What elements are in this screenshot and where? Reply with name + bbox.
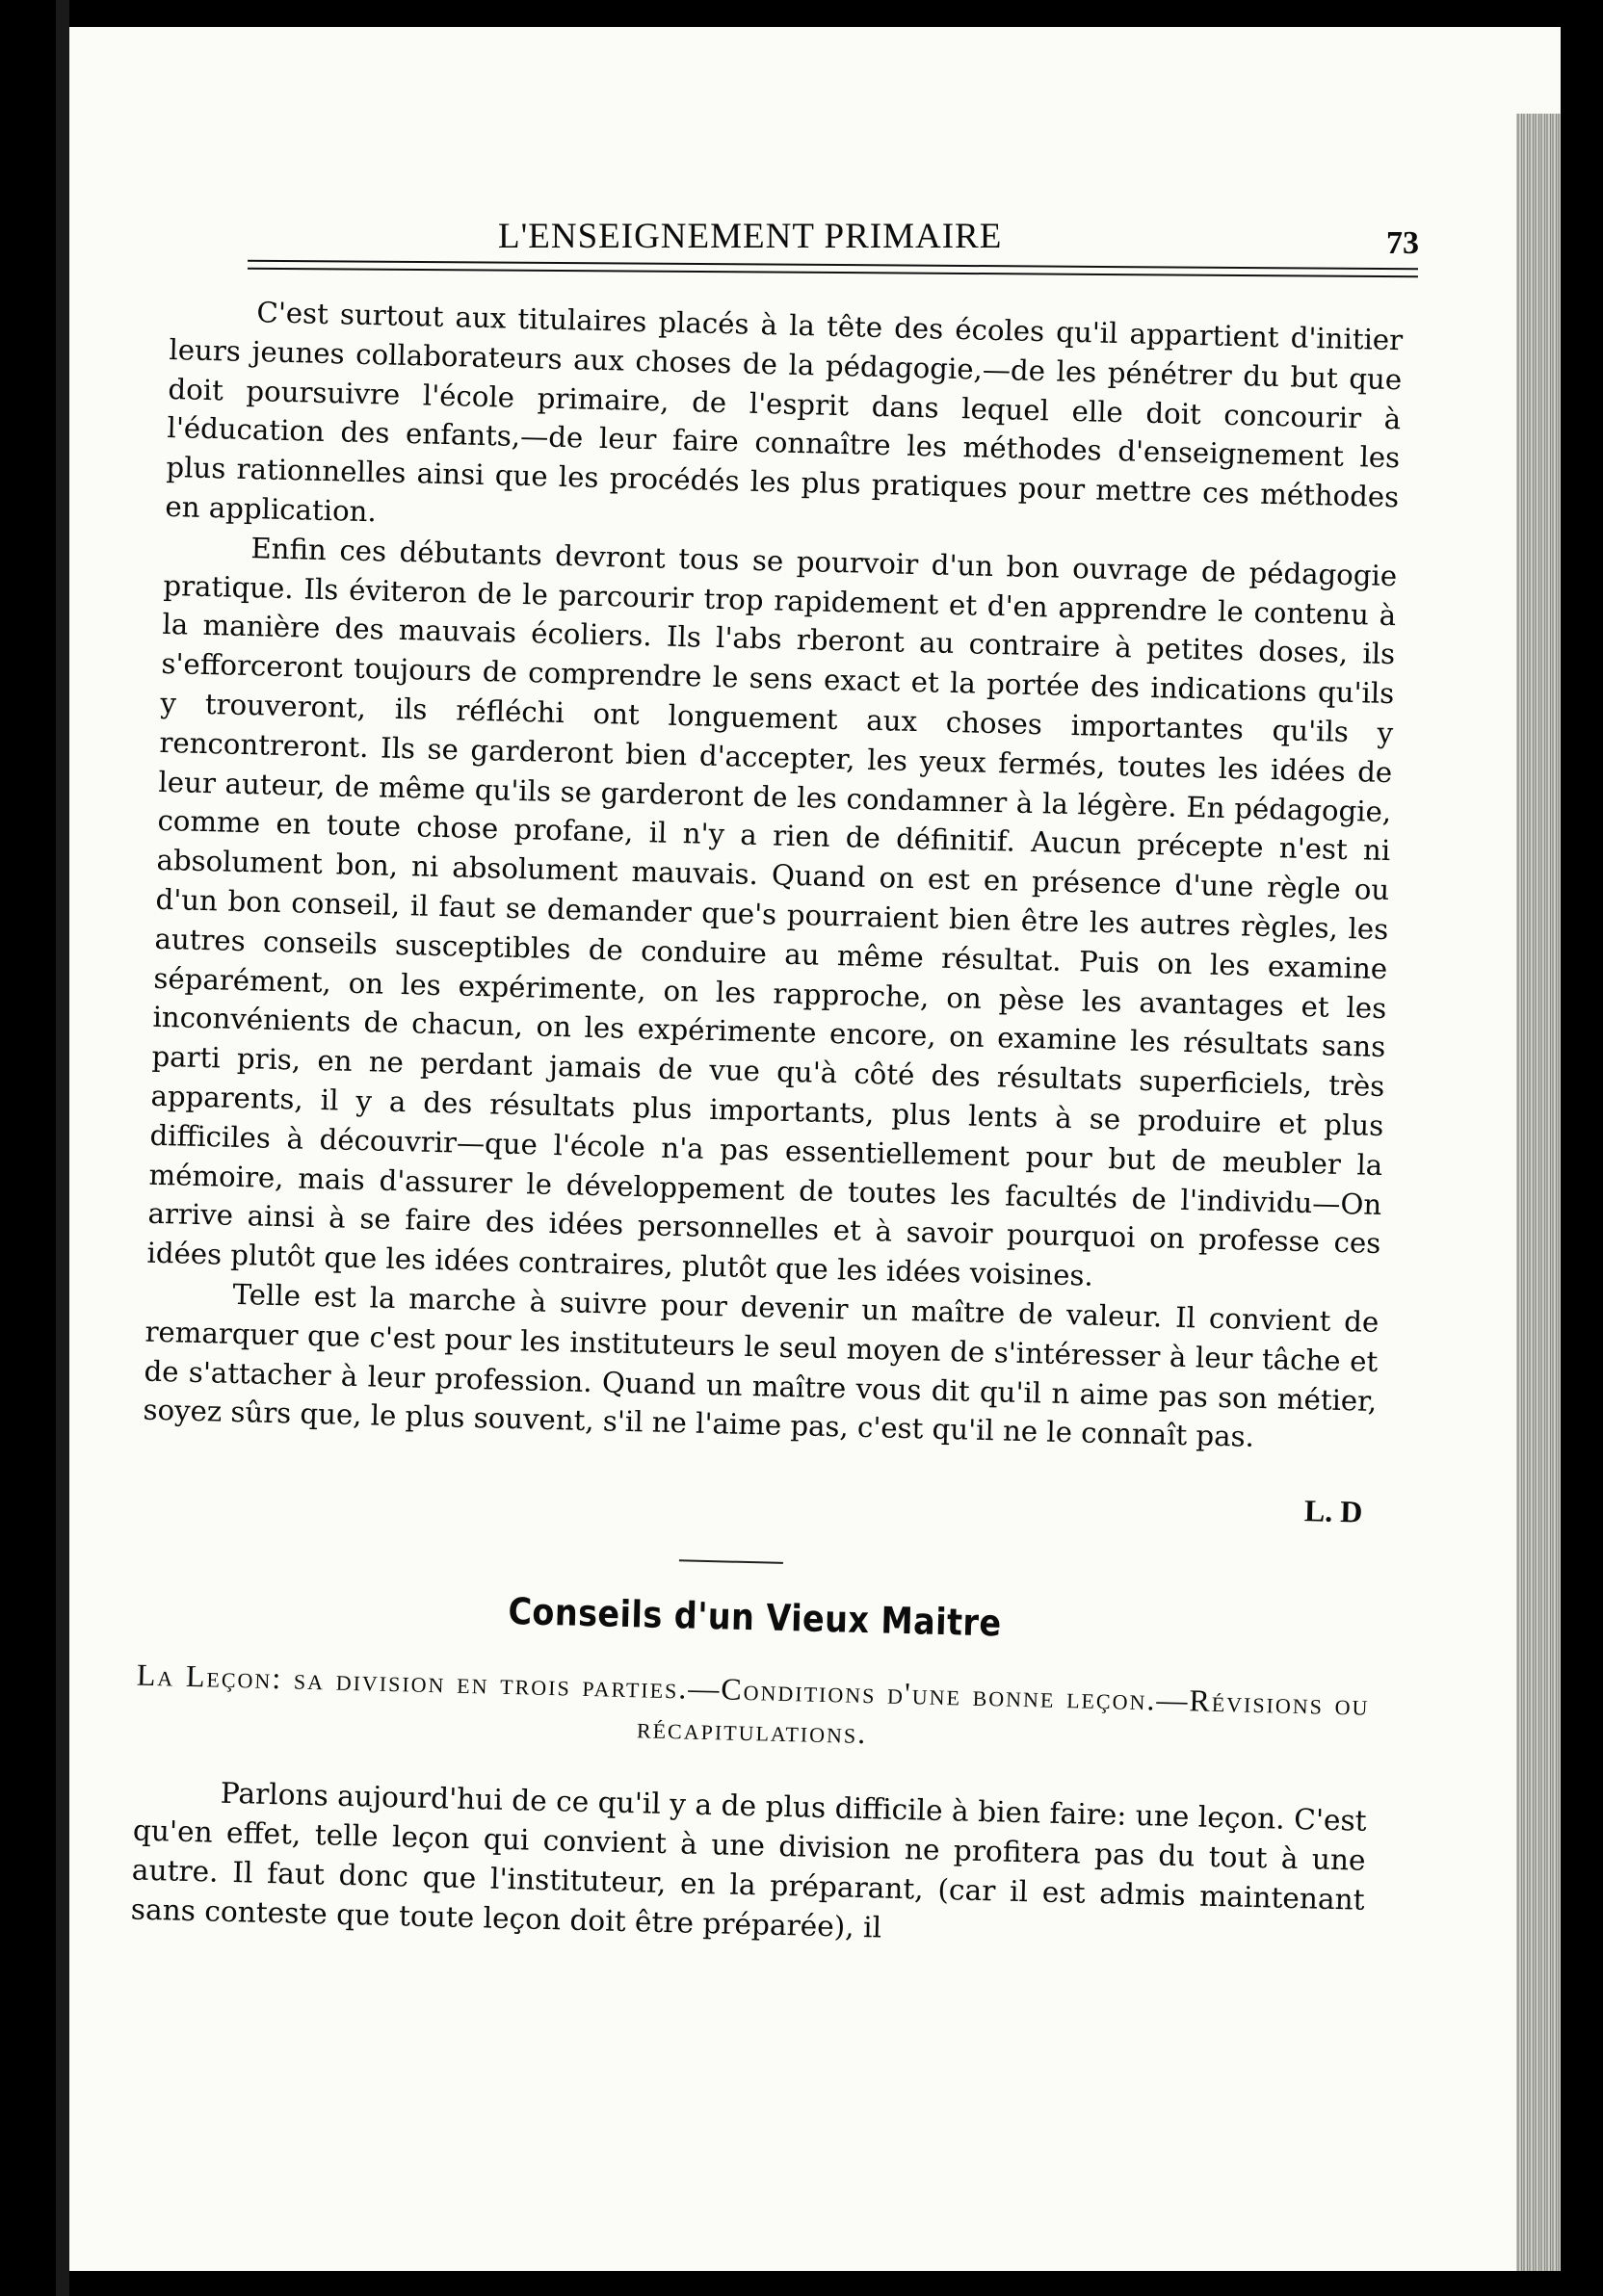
paragraph-1: C'est surtout aux titulaires placés à la tête des écoles qu'il appartient d'initier leurs jeunes collaborateurs aux choses de la pédagogie,—de les pénétrer du but que doit poursuivre l'école primaire, de l'esprit dans lequel elle doit concourir à l'éducation des enfants,—de leur faire connaître les méthodes d'enseignement les plus rationnelles ainsi que les procédés les plus pratiques pour mettre ces méthodes en application. xyxy=(165,296,1404,529)
article-2-paragraph: Parlons aujourd'hui de ce qu'il y a de plus difficile à bien faire: une leçon. C'est qu'en effet, telle leçon qui convient à une division ne profitera pas du tout à une autre. Il faut donc que l'instituteur, en la préparant, (car il est admis maintenant sans conteste que toute leçon doit être préparée), il xyxy=(130,1776,1367,1944)
body-text xyxy=(130,291,1403,1960)
page-number: 73 xyxy=(1386,225,1419,261)
header-double-rule xyxy=(248,260,1418,277)
page-content xyxy=(130,191,1419,1944)
running-head xyxy=(171,191,1419,261)
paragraph-3: Telle est la marche à suivre pour devenir un maître de valeur. Il convient de remarquer que c'est pour les instituteurs le seul moyen de s'intéresser à leur tâche et de s'attacher à leur profession. Quand un maître vous dit qu'il n aime pas son métier, soyez sûrs que, le plus souvent, s'il ne l'aime pas, c'est qu'il ne le connaît pas. xyxy=(143,1277,1380,1454)
page-edge-stack xyxy=(1516,114,1561,2271)
author-signature: L. D xyxy=(1303,1493,1363,1529)
section-divider xyxy=(679,1559,783,1564)
running-title: L'ENSEIGNEMENT PRIMAIRE xyxy=(498,217,1003,256)
article-2 xyxy=(130,1581,1371,1960)
article-title: Conseils d'un Vieux Maitre xyxy=(507,1590,1003,1645)
article-subtitle: La Leçon: sa division en trois parties.—Conditions d'une bonne leçon.—Révisions ou récapitulations. xyxy=(136,1657,1370,1751)
book-spine xyxy=(56,0,69,2296)
article-1 xyxy=(141,291,1403,1530)
paragraph-2: Enfin ces débutants devront tous se pourvoir d'un bon ouvrage de pédagogie pratique. Ils éviteron de le parcourir trop rapidement et d'en apprendre le contenu à la manière des mauvais écoliers. Ils l'abs rberont au contraire à petites doses, ils s'efforceront toujours de comprendre le sens exact et la portée des indications qu'ils y trouveront, ils réfléchi ont longuement aux choses importantes qu'ils y rencontreront. Ils se garderont bien d'accepter, les yeux fermés, toutes les idées de leur auteur, de même qu'ils se garderont de les condamner à la légère. En pédagogie, comme en toute chose profane, il n'y a rien de définitif. Aucun précepte n'est ni absolument bon, ni absolument mauvais. Quand on est en présence d'une règle ou d'un bon conseil, il faut se demander que's pourraient bien être les autres règles, les autres conseils susceptibles de conduire au même résultat. Puis on les examine séparément, on les expérimente, on les rapproche, on pèse les avantages et les inconvénients de chacun, on les expérimente encore, on examine les résultats sans parti pris, en ne perdant jamais de vue qu'à côté des résultats superficiels, très apparents, il y a des résultats plus importants, plus lents à se produire et plus difficiles à découvrir—que l'école n'a pas essentiellement pour but de meubler la mémoire, mais d'assurer le développement de toutes les facultés de l'individu—On arrive ainsi à se faire des idées personnelles et à savoir pourquoi on professe ces idées plutôt que les idées contraires, plutôt que les idées voisines. xyxy=(146,531,1398,1292)
book-page xyxy=(69,27,1561,2271)
